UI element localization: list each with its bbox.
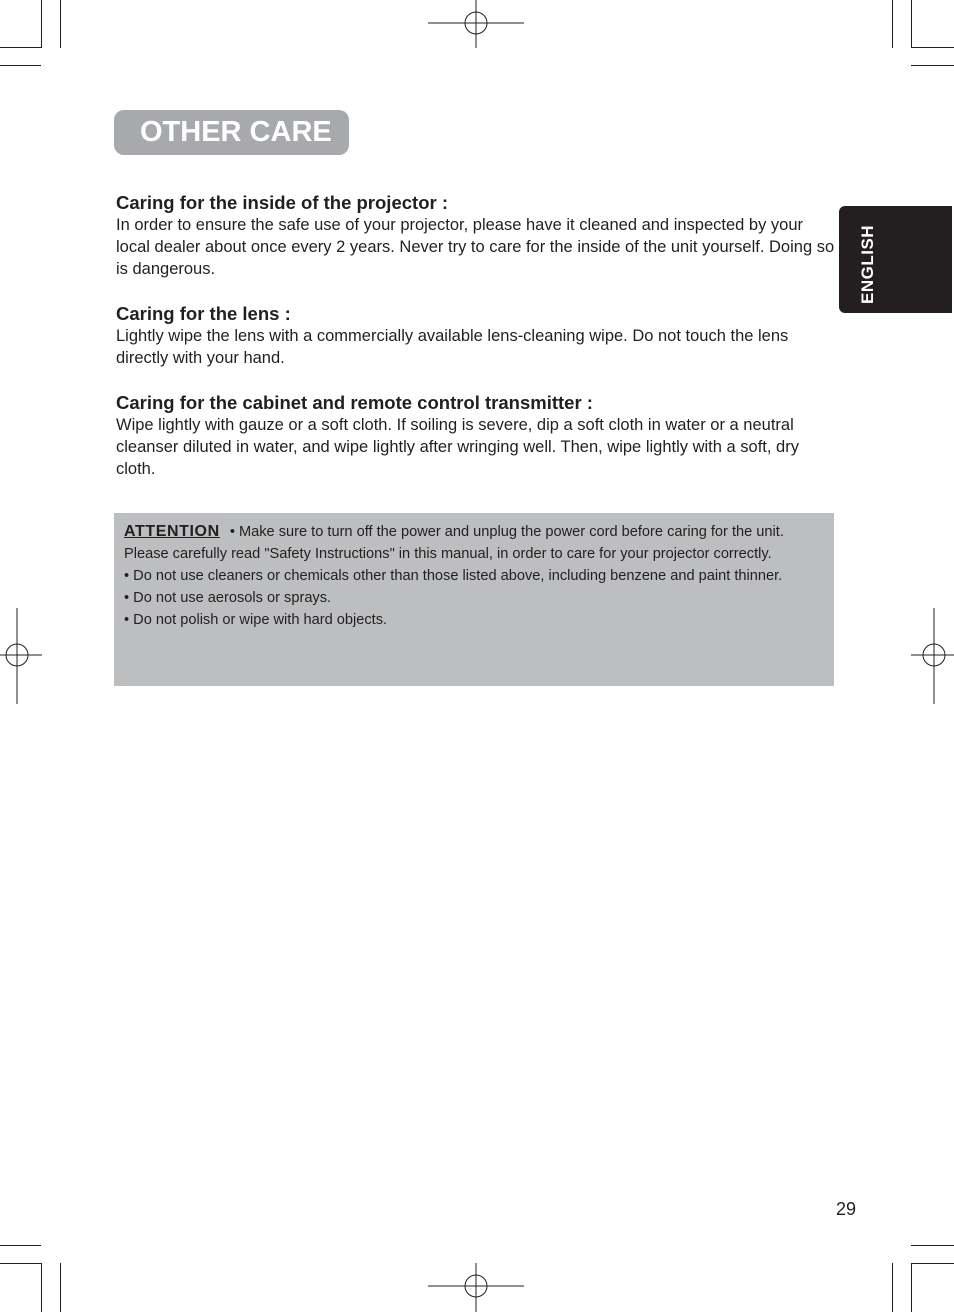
crop-mark [0,1245,41,1246]
crop-mark [41,1263,42,1312]
attention-first-item [124,521,826,565]
crop-mark [60,0,61,48]
crop-mark [0,1263,41,1264]
section-body: Lightly wipe the lens with a commercially available lens-cleaning wipe. Do not touch the lens directly with your hand. [116,327,789,367]
attention-label: ATTENTION [124,523,220,540]
language-tab [839,206,952,313]
registration-mark-icon [428,1263,524,1312]
section-body: Wipe lightly with gauze or a soft cloth. If soiling is severe, dip a soft cloth in water or a neutral cleanser diluted in water, and wipe lightly after wringing well. Then, wipe lightly with a soft, dry cloth. [116,416,799,478]
section-heading: Caring for the lens : [116,303,291,324]
attention-item: • Do not polish or wipe with hard objects. [124,612,388,628]
crop-mark [911,1263,954,1264]
attention-content [124,521,826,631]
crop-mark [911,1263,912,1312]
registration-mark-icon [911,608,954,704]
section-body: In order to ensure the safe use of your projector, please have it cleaned and inspected by your local dealer about once every 2 years. Never try to care for the inside of the unit yourself. Doing so is dangerous. [116,216,835,278]
language-tab-label: ENGLISH [858,224,877,304]
page-number: 29 [836,1199,857,1219]
crop-mark [911,47,954,48]
attention-item: • Do not use aerosols or sprays. [124,590,332,606]
crop-mark [41,0,42,48]
crop-mark [0,47,41,48]
section-heading: Caring for the inside of the projector : [116,192,448,213]
attention-item: • Do not use cleaners or chemicals other than those listed above, including benzene and paint thinner. [124,568,783,584]
section-lens [116,303,836,369]
page-title-banner [114,110,349,155]
crop-mark [892,1263,893,1312]
section-inside-projector [116,192,836,280]
crop-mark [0,65,41,66]
crop-mark [911,65,954,66]
crop-mark [892,0,893,48]
attention-item-text: • Make sure to turn off the power and unplug the power cord before caring for the unit. Please carefully read "Safety Instructions" in this manual, in order to care for your projector correctly. [124,524,784,562]
crop-mark [911,1245,954,1246]
crop-mark [60,1263,61,1312]
registration-mark-icon [0,608,42,704]
section-cabinet [116,392,836,480]
attention-box [114,513,834,686]
crop-mark [911,0,912,48]
registration-mark-icon [428,0,524,48]
page-title: OTHER CARE [140,116,332,148]
section-heading: Caring for the cabinet and remote control transmitter : [116,392,593,413]
